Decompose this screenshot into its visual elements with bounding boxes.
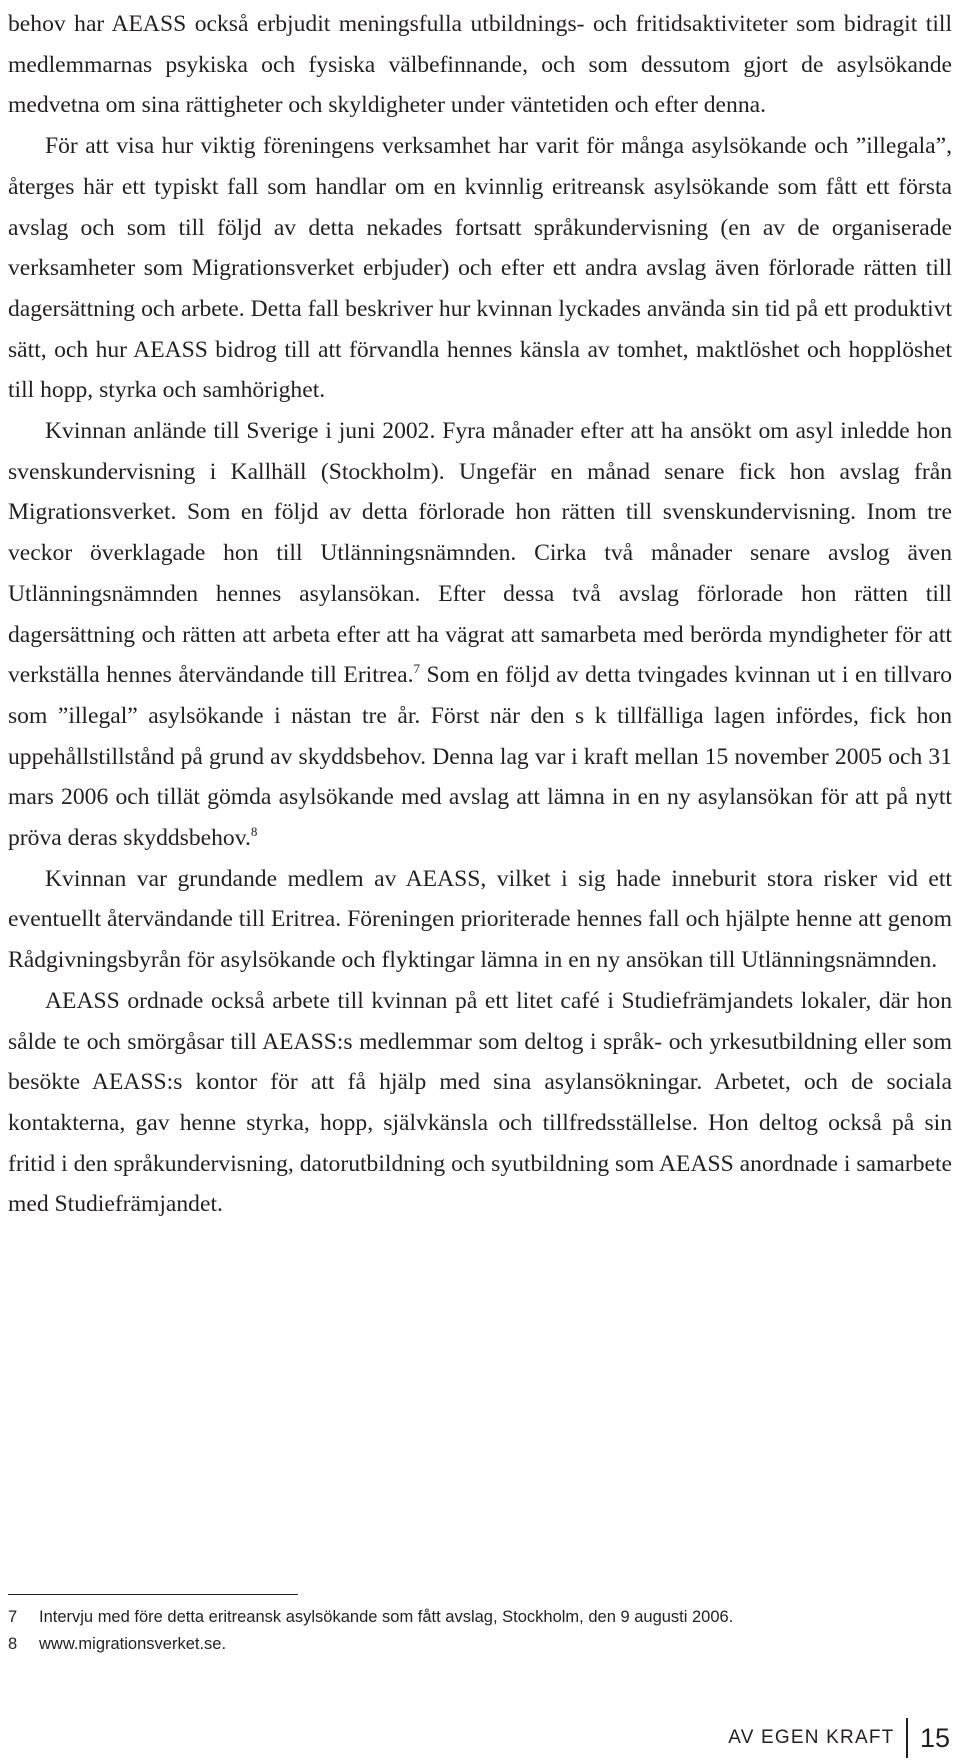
footnote-separator [8, 1594, 298, 1595]
footnote-reference-8[interactable]: 8 [250, 824, 258, 840]
footnote-reference-7[interactable]: 7 [413, 661, 420, 677]
footnote-7 [8, 1604, 952, 1631]
publication-title: AV EGEN KRAFT [728, 1727, 895, 1748]
body-text [8, 4, 952, 1225]
paragraph-cafe-work: AEASS ordnade också arbete till kvinnan på ett litet café i Studiefrämjandets lokaler, där hon sålde te och smörgåsar till AEASS:s medlemmar som deltog i språk- och yrkesutbildning eller som besökte AEASS:s kontor för att få hjälp med sina asylansökningar. Arbetet, och de sociala kontakterna, gav henne styrka, hopp, självkänsla och tillfredsställelse. Hon deltog också på sin fritid i den språkundervisning, datorutbildning och syutbildning som AEASS anordnade i samarbete med Studiefrämjandet. [8, 987, 952, 1218]
footnote-number: 7 [8, 1608, 18, 1626]
paragraph-case-timeline [8, 411, 952, 859]
paragraph-case-introduction: För att visa hur viktig föreningens verksamhet har varit för många asylsökande och ”illegala”, återges här ett typiskt fall som handlar om en kvinnlig eritreansk asylsökande som fått ett första avslag och som till följd av detta nekades fortsatt språkundervisning (en av de organiserade verksamheter som Migrationsverket erbjuder) och efter ett andra avslag även förlorade rätten till dagersättning och arbete. Detta fall beskriver hur kvinnan lyckades använda sin tid på ett produktivt sätt, och hur AEASS bidrog till att förvandla hennes känsla av tomhet, maktlöshet och hopplöshet till hopp, styrka och samhörighet. [8, 133, 952, 404]
timeline-text-part-2: Som en följd av detta tvingades kvinnan ut i en tillvaro som ”illegal” asylsökande i nästan tre år. Först när den s k tillfälliga lagen infördes, fick hon uppehållstillstånd på grund av skyddsbehov. Denna lag var i kraft mellan 15 november 2005 och 31 mars 2006 och tillät gömda asylsökande med avslag att lämna in en ny asylansökan för att på nytt pröva deras skyddsbehov. [8, 662, 952, 852]
page-number: 15 [919, 1722, 950, 1753]
footnote-text: Intervju med före detta eritreansk asylsökande som fått avslag, Stockholm, den 9 augusti 2006. [39, 1608, 734, 1626]
footnotes [8, 1604, 952, 1658]
footnote-number: 8 [8, 1635, 18, 1653]
footnote-link[interactable]: www.migrationsverket.se. [39, 1635, 227, 1653]
paragraph-membership: Kvinnan var grundande medlem av AEASS, vilket i sig hade inneburit stora risker vid ett eventuellt återvändande till Eritrea. Föreningen prioriterade hennes fall och hjälpte henne att genom Rådgivningsbyrån för asylsökande och flyktingar lämna in en ny ansökan till Utlänningsnämnden. [8, 865, 952, 974]
timeline-text-part-1: Kvinnan anlände till Sverige i juni 2002. Fyra månader efter att ha ansökt om asyl inledde hon svenskundervisning i Kallhäll (Stockholm). Ungefär en månad senare fick hon avslag från Migrationsverket. Som en följd av detta förlorade hon rätten till svenskundervisning. Inom tre veckor överklagade hon till Utlänningsnämnden. Cirka två månader senare avslog även Utlänningsnämnden hennes asylansökan. Efter dessa två avslag förlorade hon rätten till dagersättning och rätten att arbeta efter att ha vägrat att samarbeta med berörda myndigheter för att verkställa hennes återvändande till Eritrea. [8, 418, 952, 689]
footnote-8 [8, 1631, 952, 1658]
paragraph-intro-continuation: behov har AEASS också erbjudit meningsfulla utbildnings- och fritidsaktiviteter som bidragit till medlemmarnas psykiska och fysiska välbefinnande, och som dessutom gjort de asylsökande medvetna om sina rättigheter och skyldigheter under väntetiden och efter denna. [8, 11, 952, 119]
running-footer [728, 1718, 950, 1758]
